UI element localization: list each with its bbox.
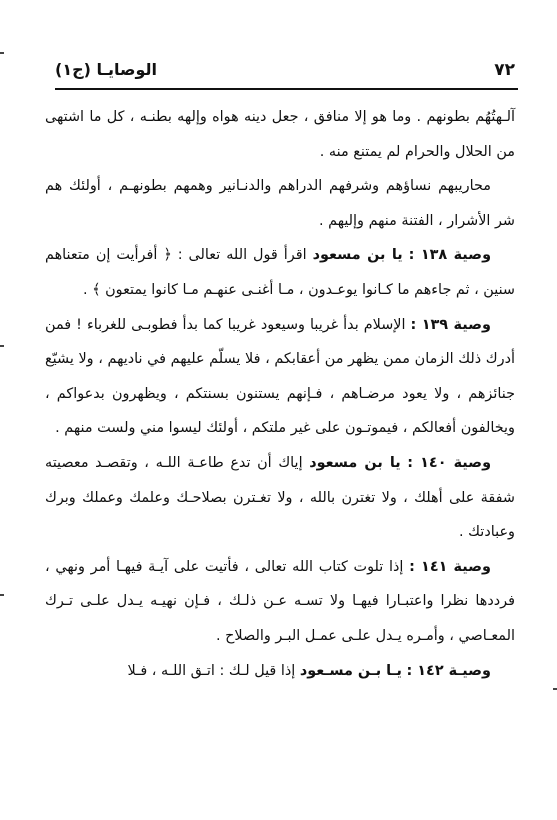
- scan-edge-mark: [0, 52, 4, 54]
- wasiyya-138: [45, 238, 515, 307]
- wasiyya-label: وصيـة ١٤٢ :: [406, 662, 491, 679]
- wasiyya-text: إذا تلوت كتاب الله تعالى ، فأتيت على آيـة فيهـا أمر ونهي ، فرددها نظرا واعتبـارا فيهـا ولا تسـه عـن ذلـك ، فـإن نهيـه يـدل علـى تـرك المعـاصي ، وأمـره يـدل علـى عمـل البـر والصلاح .: [45, 558, 515, 644]
- scan-edge-mark: [553, 688, 557, 690]
- header-rule: [55, 88, 518, 90]
- running-title: الوصايـا (ج١): [55, 60, 157, 79]
- wasiyya-label: وصية ١٣٩ :: [410, 316, 491, 333]
- wasiyya-142: [45, 654, 515, 689]
- wasiyya-label: وصية ١٤٠ :: [407, 454, 492, 471]
- paragraph-2: [45, 169, 515, 238]
- wasiyya-139: [45, 308, 515, 446]
- paragraph-text: آلـهتُهُم بطونهم . وما هو إلا منافق ، جعل دينه هواه وإلهه بطنـه ، كل ما اشتهى من الحلال والحرام لم يمتنع منه .: [45, 109, 515, 160]
- wasiyya-text: إذا قيل لـك : اتـق اللـه ، فـلا: [127, 662, 296, 679]
- wasiyya-text: الإسلام بدأ غريبا وسيعود غريبا كما بدأ فطوبـى للغرباء ! فمن أدرك ذلك الزمان ممن يظهر من أعقابكم ، فلا يسلّم عليهم في ناديهم ، ولا يشيّع جنائزهم ، ولا يعود مرضـاهم ، فـإنهم يستنون بسنتكم ، ويظهرون بدعواكم ، ويخالفون أفعالكم ، فيموتـون على غير ملتكم ، أولئك ليسوا مني ولست منهم .: [45, 316, 515, 437]
- wasiyya-141: [45, 550, 515, 654]
- wasiyya-label: وصية ١٤١ :: [409, 558, 491, 575]
- paragraph-text: محاريبهم نساؤهم وشرفهم الدراهم والدنـانير وهمهم بطونهـم ، أولئك هم شر الأشرار ، الفتنة منهم وإليهم .: [45, 178, 515, 229]
- paragraph-1: [45, 100, 515, 169]
- wasiyya-label: وصية ١٣٨ :: [408, 247, 492, 264]
- wasiyya-text: إياك أن تدع طاعـة اللـه ، وتقصـد معصيته شفقة على أهلك ، ولا تغترن بالله ، ولا تغـترن بصلاحـك وعلمك وعملك وبرك وعبادتك .: [45, 454, 515, 541]
- wasiyya-140: [45, 446, 515, 550]
- wasiyya-text: اقرأ قول الله تعالى : ﴿ أفرأيت إن متعناهم سنين ، ثم جاءهم ما كـانوا يوعـدون ، مـا أغنـى عنهـم مـا كانوا يمتعون ﴾ .: [45, 247, 515, 298]
- page-number: ٧٢: [494, 60, 515, 80]
- wasiyya-addressee: يـا بـن مسـعود: [299, 662, 402, 679]
- wasiyya-addressee: يا بن مسعود: [309, 454, 401, 471]
- page-body: [45, 100, 515, 688]
- scan-edge-mark: [0, 594, 4, 596]
- page-header: [55, 60, 515, 86]
- wasiyya-addressee: يا بن مسعود: [312, 247, 403, 264]
- scan-edge-mark: [0, 345, 4, 347]
